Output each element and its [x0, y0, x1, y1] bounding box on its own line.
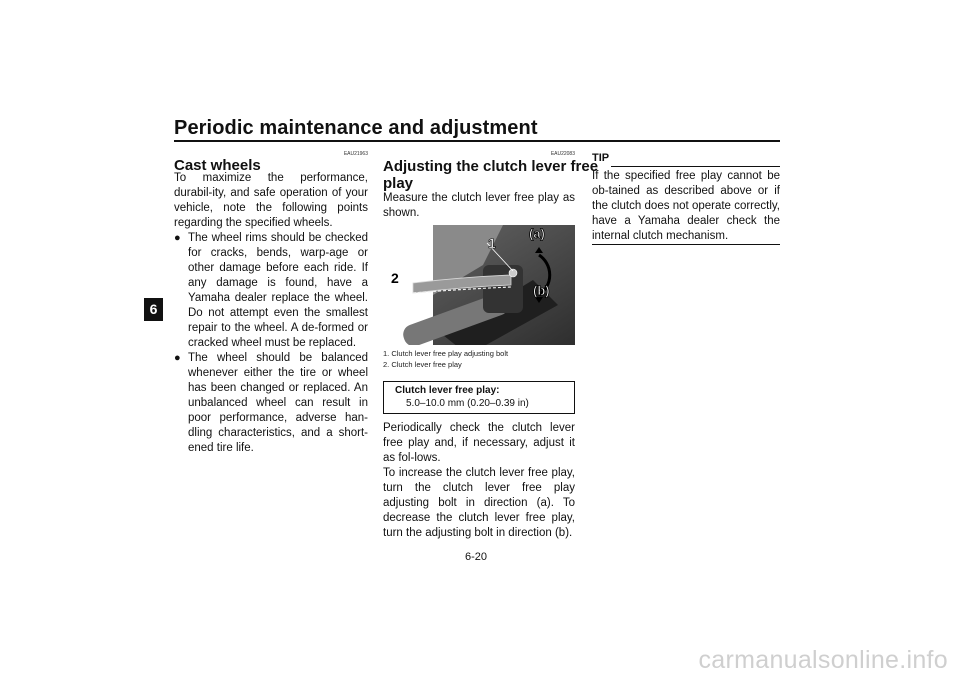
clutch-paragraph: To increase the clutch lever free play, turn the clutch lever free play adjusting bolt in direction (a). To decrease the clutch lever free play, turn the adjusting bolt in direction (b).	[383, 467, 575, 539]
figure-caption: 2. Clutch lever free play	[383, 360, 462, 369]
figure-caption: 1. Clutch lever free play adjusting bolt	[383, 349, 509, 358]
section-heading-clutch	[383, 158, 598, 192]
cast-wheels-body	[174, 171, 368, 456]
watermark: carmanualsonline.info	[698, 646, 948, 674]
tip-label: TIP	[592, 152, 610, 164]
clutch-paragraph: Periodically check the clutch lever free play and, if necessary, adjust it as fol-lows.	[383, 422, 575, 464]
bullet-item	[174, 351, 368, 456]
section-heading-cast-wheels: Cast wheels	[174, 157, 261, 174]
clutch-body	[383, 421, 575, 541]
section-code: EAU22083	[550, 151, 575, 157]
tip-text: If the specified free play cannot be ob-tained as described above or if the clutch does not operate correctly, have a Yamaha dealer check the internal clutch mechanism.	[592, 170, 780, 242]
page-number: 6-20	[465, 551, 488, 563]
section-code: EAU21963	[343, 151, 368, 157]
spec-title: Clutch lever free play:	[395, 385, 500, 396]
bullet-text: The wheel rims should be checked for cracks, bends, warp-age or other damage before each ride. If any damage is found, have a Yamaha dealer replace the wheel. Do not attempt even the smallest repair to the wheel. A de-formed or cracked wheel must be replaced.	[188, 232, 368, 349]
figure-label-a: (a)	[529, 226, 545, 241]
clutch-lever-photo	[383, 225, 575, 345]
heading-line: play	[383, 175, 414, 192]
title-rule	[174, 140, 780, 142]
heading-line: Adjusting the clutch lever free	[383, 158, 599, 175]
cast-wheels-intro: To maximize the performance, durabil-ity, and safe operation of your vehicle, note the following points regarding the specified wheels.	[174, 172, 368, 229]
spec-box	[383, 381, 575, 414]
bullet-item	[174, 231, 368, 351]
spec-value: 5.0–10.0 mm (0.20–0.39 in)	[406, 398, 529, 409]
bullet-icon: ●	[174, 352, 181, 364]
chapter-tab: 6	[144, 298, 163, 321]
bullet-text: The wheel should be balanced whenever either the tire or wheel has been changed or replaced. An unbalanced wheel can result in poor performance, adverse han-dling characteristics, and a short-ened tire life.	[188, 352, 368, 454]
figure-label-2: 2	[391, 270, 399, 286]
figure-label-1: 1	[488, 235, 496, 251]
page-title: Periodic maintenance and adjustment	[174, 117, 538, 139]
clutch-intro: Measure the clutch lever free play as shown.	[383, 192, 575, 219]
bullet-icon: ●	[174, 232, 181, 244]
tip-rule	[592, 244, 780, 245]
tip-rule	[611, 166, 780, 167]
figure-label-b: (b)	[533, 283, 550, 298]
